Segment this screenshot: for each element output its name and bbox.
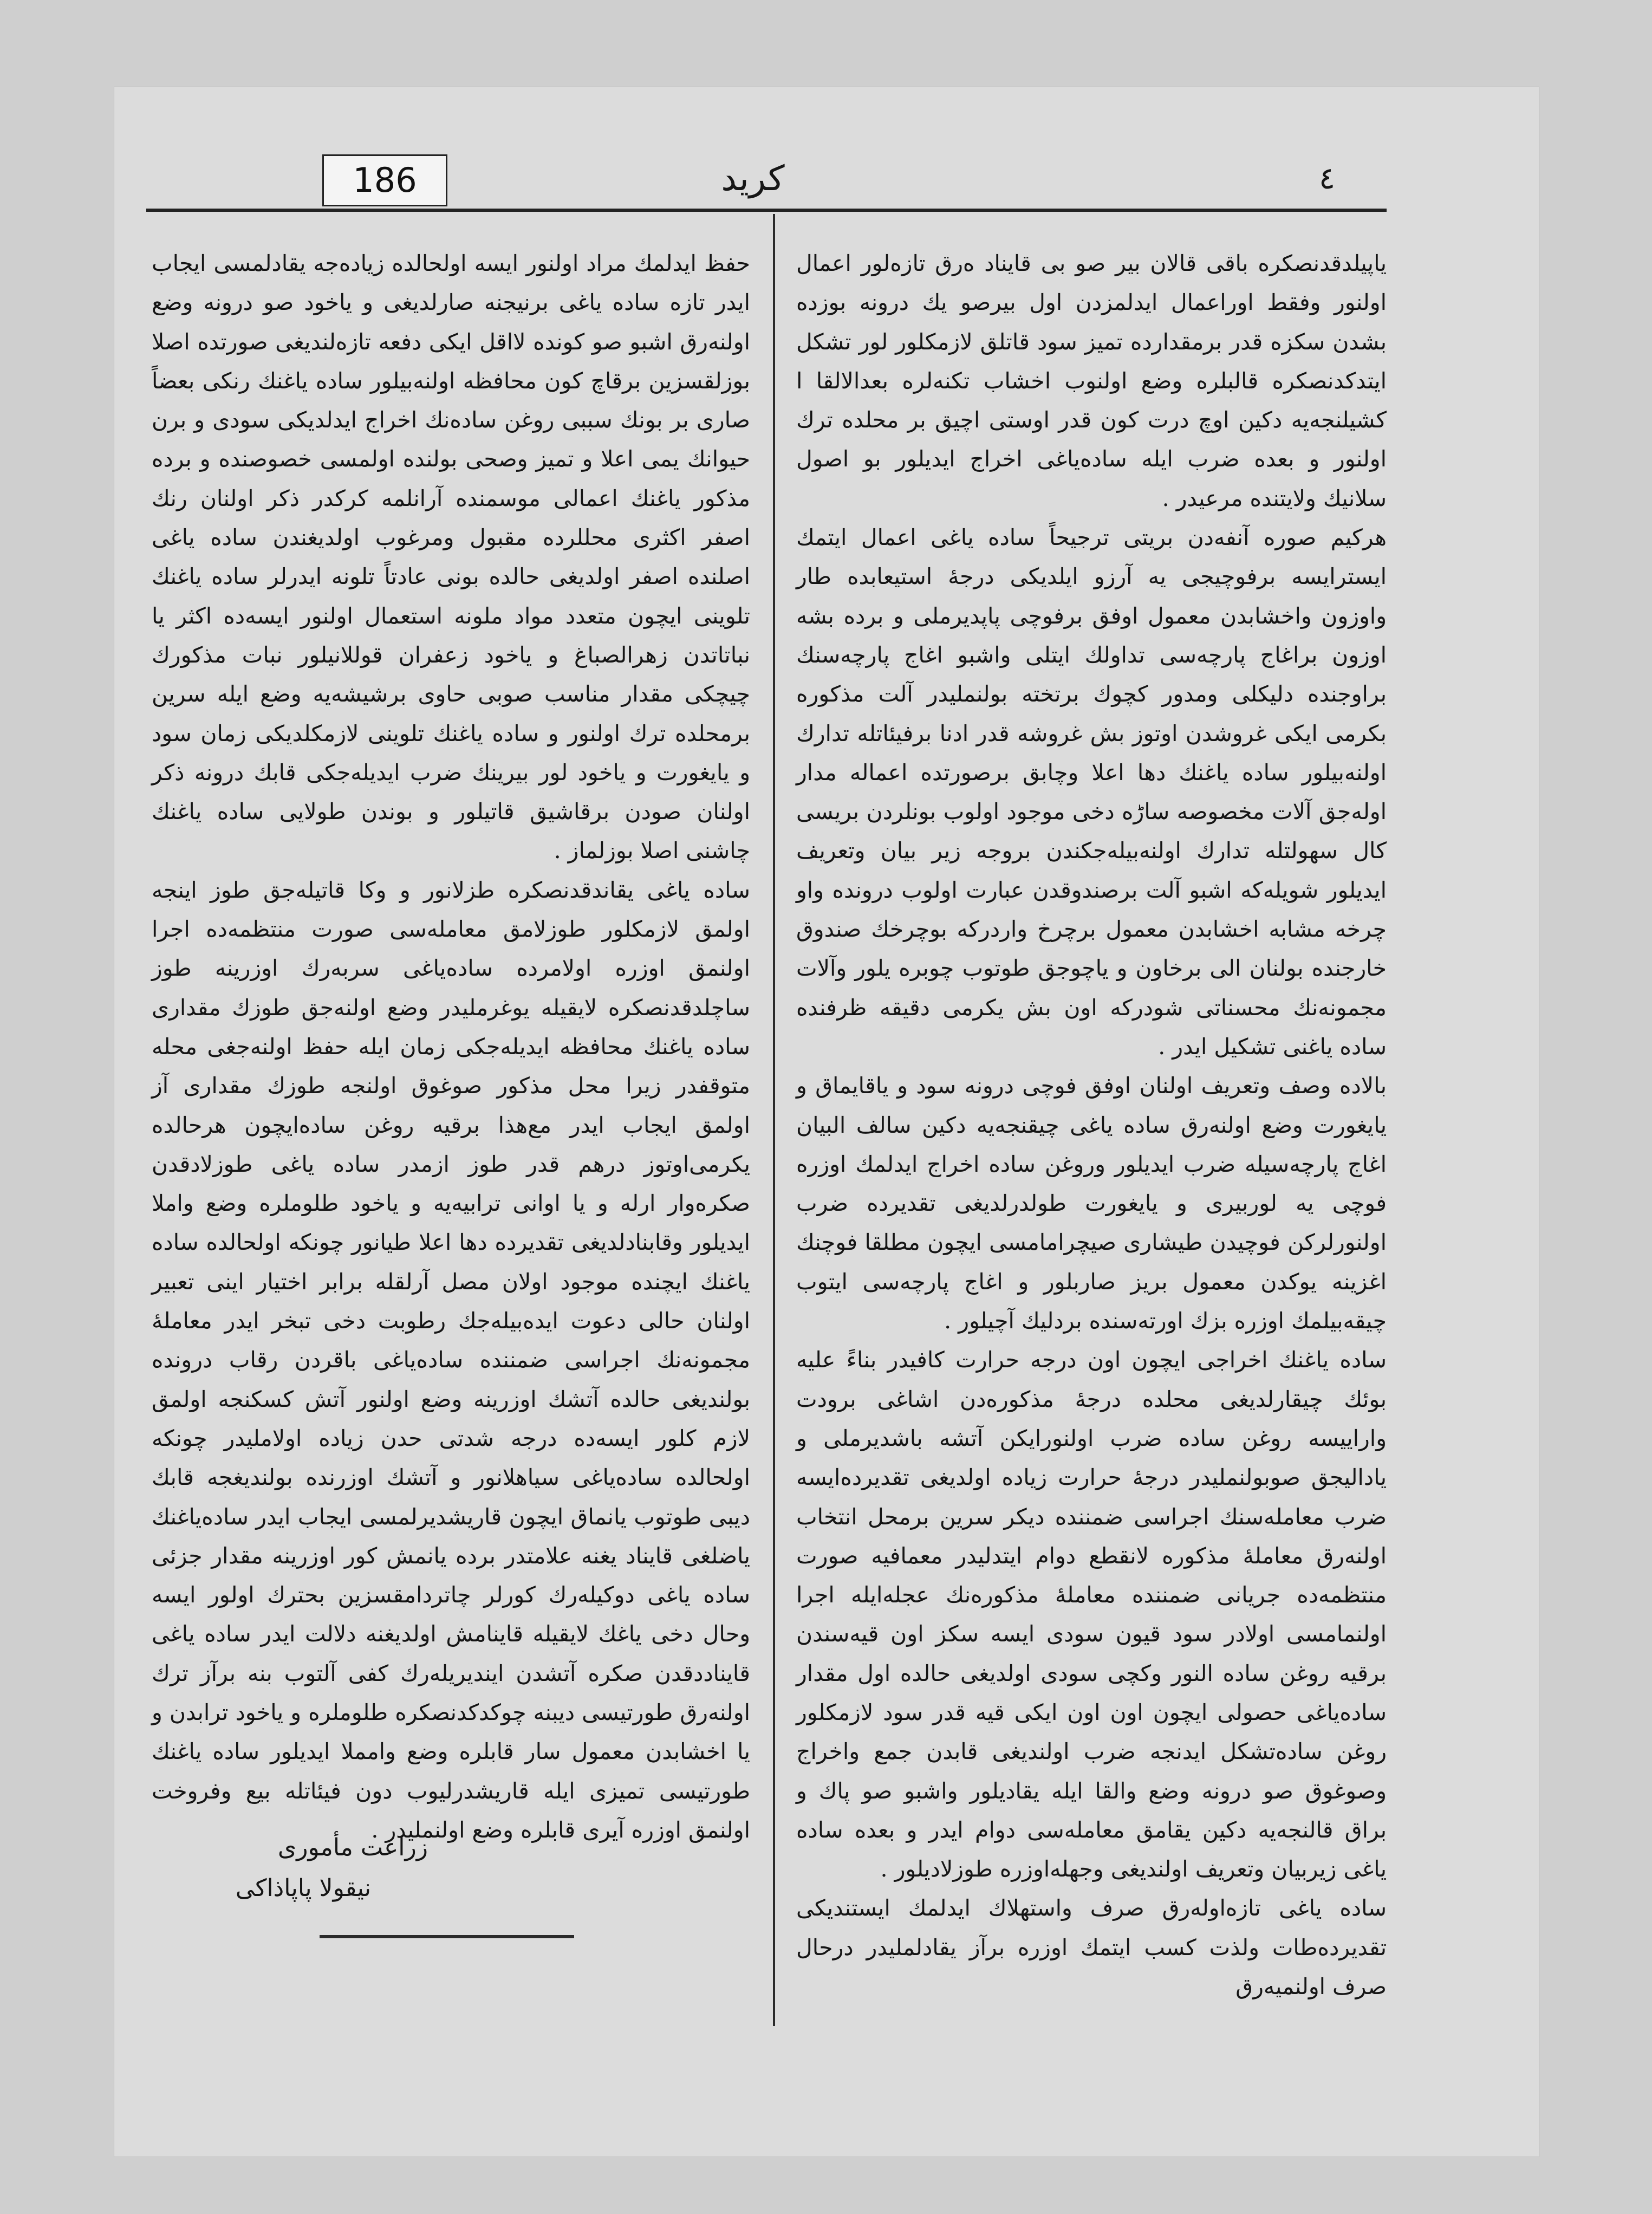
paragraph: ساده یاغی یقاندقدنصکره طزلانور و وکا قاتیله‌جق طوز اینجه اولمق لازمکلور طوزلامق معامله‌سی صورت منتظمه‌ده اجرا اولنمق اوزره اولامرده ساده‌یاغی سربه‌رك اوزرینه طوز ساچلدقدنصکره لایقیله یوغرملیدر وضع اولنه‌جق طوزك مقداری ساده یاغنك محافظه ایدیله‌جکی زمان ایله حفظ اولنه‌جغی محله متوقفدر زیرا محل مذکور صوغوق اولنجه طوزك مقداری آز اولمق ایجاب ایدر مع‌هذا برقیه روغن ساده‌ایچون هرحالده یکرمی‌اوتوز درهم قدر طوز ازمدر ساده یاغی طوزلادقدن صکره‌وار ارله و یا اوانی ترابیه‌یه و یاخود طلوملره وضع واملا ایدیلور وقابنادلدیغی تقدیرده دها اعلا طیانور چونکه اولحالده ساده یاغنك ایچنده موجود اولان مصل آرلقله برابر اختیار اینی تعبیر اولنان حالی دعوت ایده‌بیله‌جك رطوبت دخی تبخر ایدر معامله‌ٔ مجمونه‌نك اجراسی ضمننده ساده‌یاغی باقردن رقاب درونده بولندیغی حالده آتشك اوزرینه وضع اولنور آتش کسکنجه اولمق لازم کلور ایسه‌ده درجه شدتی حدن زیاده اولاملیدر چونکه اولحالده ساده‌یاغی سیاهلانور و آتشك اوزرنده بولندیغجه قابك دیبی طوتوب یانماق ایچون قاریشدیرلمسی ایجاب ایدر ساده‌یاغنك یاضلغی قایناد یغنه علامتدر برده یانمش کور اوزرینه مقدار جزئی ساده یاغی دوکیله‌رك کورلر چاتردامقسزین بحترك اولور ایسه وحال دخی یاغك لایقیله قاینامش اولدیغنه دلالت ایدر ساده یاغی قایناددقدن صکره آتشدن ایندیریله‌رك کفی آلتوب بنه برآز ترك اولنه‌رق طورتیسی دیبنه چوکدکدنصکره طلوملره و یاخود ترابدن و یا اخشابدن معمول سار قابلره وضع وامملا ایدیلور ساده یاغنك طورتیسی تمیزی ایله قاریشدرلیوب دون فیئاتله بیع وفروخت اولنمق اوزره آیری قابلره وضع اولنملیدر . — [152, 876, 750, 1843]
column-divider — [773, 214, 775, 2026]
paragraph: ساده یاغنك اخراجی ایچون اون درجه حرارت کافیدر بناءً علیه بوئك چیقارلدیغی محلده درجهٔ مذکوره‌دن اشاغی برودت واراییسه روغن ساده ضرب اولنورایکن آتشه باشدیرملی و یادالیجق صوبولنملیدر درجهٔ حرارت زیاده اولدیغی تقدیرده‌ایسه ضرب معامله‌سنك اجراسی ضمننده دیکر سرین برمحل انتخاب اولنه‌رق معامله‌ٔ مذکوره لانقطع دوام ایتدلیدر معمافیه صورت منتظمه‌ده جریانی ضمننده معامله‌ٔ مذکوره‌نك عجله‌ایله اجرا اولنمامسی اولادر سود قیون سودی ایسه سکز اون قیه‌سندن برقیه روغن ساده النور وکچی سودی اولدیغی حالده اول مقدار ساده‌یاغی حصولی ایچون اون اون ایکی قیه قدر سود لازمکلور روغن ساده‌تشکل ایدنجه ضرب اولندیغی قابدن جمع واخراج وصوغوق صو درونه وضع والقا ایله یقادیلور واشبو صو پاك و براق قالنجه‌یه دکین یقامق معامله‌سی دوام ایدر و بعده ساده یاغی زیربیان وتعریف اولندیغی وجهله‌اوزره طوزلادیلور . — [796, 1347, 1387, 1882]
paragraph: یاپیلدقدنصکره باقی قالان بیر صو بی قایناد ەرق تازه‌لور اعمال اولنور وفقط اوراعمال ایدلمزدن اول بیرصو یك درونه بوزده بشدن سکزه قدر برمقدارده تمیز سود قاتلق لازمکلور لور تشکل ایتدکدنصکره قالبلره وضع اولنوب اخشاب تکنه‌لره بعدالالقا ا کشیلنجه‌یه دکین اوچ درت کون قدر اوستی اچیق بر محلده ترك اولنور و بعده ضرب ایله ساده‌یاغی اخراج ایدیلور بو اصول سلانیك ولایتنده مرعیدر . — [796, 250, 1387, 511]
paragraph: هرکیم صوره آنفه‌دن بریتی ترجیحاً ساده یاغی اعمال ایتمك ایسترایسه برفوچیجی یه آرزو ایلدیکی درجهٔ استیعابده طار واوزون واخشابدن معمول اوفق برفوچی پاپدیرملی و برده بشه اوزون براغاج پارچه‌سی تداولك ایتلی واشبو اغاج پارچه‌سنك براوجنده دلیکلی ومدور کچوك برتخته بولنملیدر آلت مذکوره بکرمی ایکی غروشدن اوتوز بش غروشه قدر ادنا برفیئاتله تدارك اولنه‌بیلور ساده یاغنك دها اعلا وچابق برصورتده اعماله مدار اوله‌جق آلات مخصوصه ساڑه دخی موجود اولوب بونلردن بریسی کال سهولتله تدارك اولنه‌بیله‌جکندن بروجه زیر بیان وتعریف ایدیلور شویله‌که اشبو آلت برصندوقدن عبارت اولوب درونده واو چرخه مشابه اخشابدن معمول برچرخ واردرکه بوچرخك صندوق خارجنده بولنان الی برخاون و یاچوجق طوتوب چوبره یلور وآلات مجمونه‌نك محسناتی شودرکه اون بش یکرمی دقیقه ظرفنده ساده یاغنی تشکیل ایدر . — [796, 524, 1387, 1060]
paragraph: بالاده وصف وتعریف اولنان اوفق فوچی درونه سود و یاقایماق و یایغورت وضع اولنه‌رق ساده یاغی چیقنجه‌یه دکین سالف البیان اغاج پارچه‌سیله ضرب ایدیلور وروغن ساده اخراج ایدلمك اوزره فوچی یه لوربیری و یایغورت طولدرلدیغی تقدیرده ضرب اولنورلرکن فوچیدن طیشاری صیچرامامسی ایچون مطلقا فوچنك اغزینه یوکدن معمول بریز صاربلور و اغاج پارچه‌سی ایتوب چیقه‌بیلمك اوزره بزك اورته‌سنده بردلیك آچیلور . — [796, 1073, 1387, 1334]
signature-title: زراعت مأموری — [277, 1834, 428, 1861]
paragraph: ساده یاغی تازه‌اوله‌رق صرف واستهلاك ایدلمك ایستندیکی تقدیرده‌طات ولذت کسب ایتمك اوزره برآز یقادلملیدر درحال صرف اولنمیه‌رق — [796, 1895, 1387, 2000]
signature-name: نیقولا پاپاذاکی — [235, 1874, 372, 1902]
issue-number: ٤ — [1318, 161, 1336, 196]
paragraph: حفظ ایدلمك مراد اولنور ایسه اولحالده زیاده‌جه یقادلمسی ایجاب ایدر تازه ساده یاغی برنیجنه صارلدیغی و یاخود صو درونه وضع اولنه‌رق اشبو صو کونده لااقل ایکی دفعه تازه‌لندیغی صورتده اصلا بوزلقسزین برقاچ کون محافظه اولنه‌بیلور ساده یاغنك رنکی بعضاً صاری بر بونك سببی روغن ساده‌نك اخراج ایدلدیکی سودی و برن حیوانك یمی اعلا و تمیز وصحی بولنده اولمسی خصوصنده و برده مذکور یاغنك اعمالی موسمنده آرانلمه کرکدر ذکر اولنان رنك اصفر اکثری محللرده مقبول ومرغوب اولدیغندن ساده یاغی اصلنده اصفر اولدیغی حالده بونی عادتاً تلونه ایدرلر ساده یاغنك تلوینی ایچون متعدد مواد ملونه استعمال اولنور ایسه‌ده اکثر یا نباتاتدن زهرالصباغ و یاخود زعفران قوللانیلور نبات مذکورك چیچکی مقدار مناسب صوبی حاوی برشیشه‌یه وضع ایله سرین برمحلده ترك اولنور و ساده یاغنك تلوینی لازمکلدیکی زمان سود و یایغورت و یاخود لور بیرینك ضرب ایدیله‌جکی قابك درونه ذکر اولنان صودن برقاشیق قاتیلور و بوندن طولایی ساده یاغنك چاشنی اصلا بوزلماز . — [152, 250, 750, 864]
left-column — [152, 244, 750, 1849]
page-number-label: 186 — [322, 154, 447, 206]
closing-rule — [320, 1935, 574, 1938]
masthead-title: کرید — [721, 159, 785, 199]
right-column — [796, 244, 1387, 2006]
header-rule — [146, 209, 1387, 212]
